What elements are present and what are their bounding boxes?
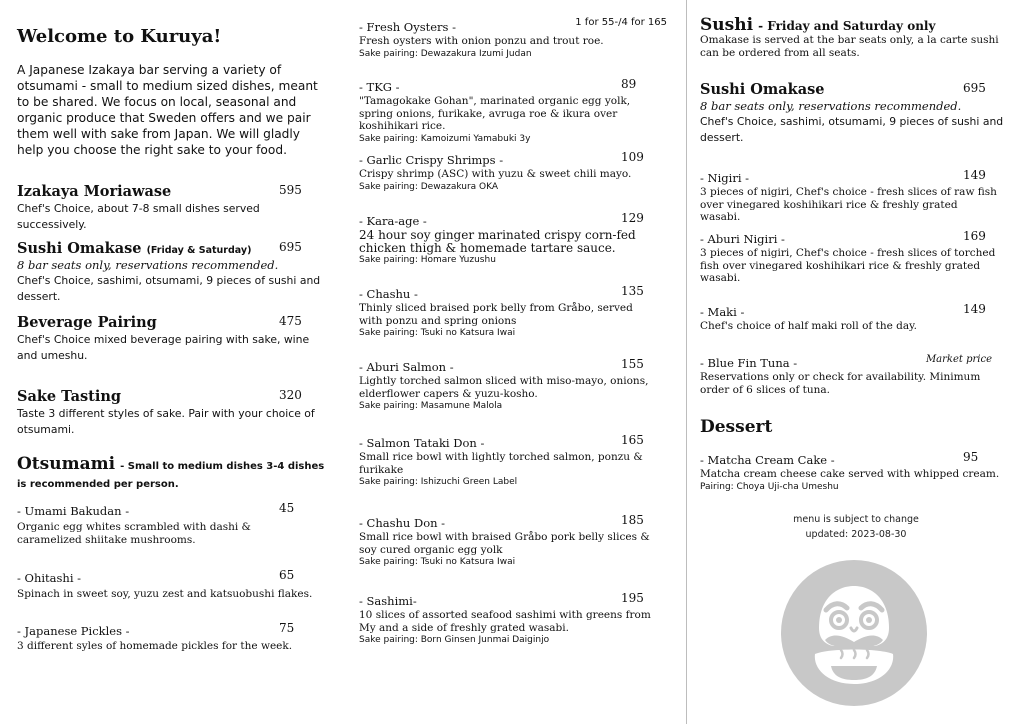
menu-item xyxy=(359,283,659,339)
otsumami-subtitle: - Small to medium dishes 3-4 dishes is recommended per person. xyxy=(17,461,325,490)
menu-item xyxy=(700,352,1005,396)
item-price: Market price xyxy=(925,354,992,365)
menu-item xyxy=(700,301,1000,333)
menu-column-left xyxy=(0,0,343,724)
item-desc: Small rice bowl with lightly torched salmon, ponzu & furikake xyxy=(359,451,643,476)
item-desc: Thinly sliced braised pork belly from Gråbo, served with ponzu and spring onions xyxy=(359,302,633,327)
menu-item xyxy=(359,356,659,412)
omakase-desc: Chef's Choice, sashimi, otsumami, 9 pieces of sushi and dessert. xyxy=(17,274,321,303)
menu-item xyxy=(17,500,317,546)
item-price: 135 xyxy=(621,284,644,298)
moriawase-name: Izakaya Moriawase xyxy=(17,183,172,200)
item-name: - Fresh Oysters - xyxy=(359,20,456,34)
item-desc: Reservations only or check for availability. Minimum order of 6 slices of tuna. xyxy=(700,371,981,396)
item-desc: Crispy shrimp (ASC) with yuzu & sweet chili mayo. xyxy=(359,168,632,180)
omakase-note: 8 bar seats only, reservations recommended. xyxy=(17,258,279,272)
item-price: 149 xyxy=(963,168,986,182)
omakase-item xyxy=(17,238,327,305)
menu-note xyxy=(687,512,1024,542)
item-price: 195 xyxy=(621,591,644,605)
sake-pairing: Sake pairing: Ishizuchi Green Label xyxy=(359,477,518,487)
item-desc: 3 different syles of homemade pickles for the week. xyxy=(17,640,293,652)
item-price: 109 xyxy=(621,150,644,164)
menu-item xyxy=(700,228,1000,285)
item-desc: Chef's choice of half maki roll of the day. xyxy=(700,320,918,332)
sake-tasting-item xyxy=(17,386,327,438)
item-price: 75 xyxy=(279,621,295,635)
sushi-heading xyxy=(700,15,1005,59)
welcome-title: Welcome to Kuruya! xyxy=(17,26,222,47)
menu-item xyxy=(359,16,667,60)
sake-tasting-price: 320 xyxy=(279,388,302,402)
item-name: - Chashu - xyxy=(359,287,418,301)
sushi-title: Sushi xyxy=(700,15,754,35)
menu-column-middle xyxy=(343,0,686,724)
menu-item xyxy=(17,567,317,601)
item-name: - Umami Bakudan - xyxy=(17,504,130,518)
menu-item xyxy=(359,149,659,193)
sake-pairing: Sake pairing: Dewazakura Izumi Judan xyxy=(359,48,532,59)
item-price: 169 xyxy=(963,229,986,243)
sushi-subtitle: - Friday and Saturday only xyxy=(758,19,936,33)
item-desc: Matcha cream cheese cake served with whipped cream. xyxy=(700,468,1000,480)
intro-text: A Japanese Izakaya bar serving a variety of otsumami - small to medium sized dishes, meant to be shared. We focus on local, seasonal and organic produce that Sweden offers and we pair them well with sake from Japan. We will gladly help you choose the right sake to your food. xyxy=(17,63,318,157)
item-desc: Small rice bowl with braised Gråbo pork belly slices & soy cured organic egg yolk xyxy=(359,531,650,556)
otsumami-title: Otsumami xyxy=(17,454,116,474)
omakase-desc: Chef's Choice, sashimi, otsumami, 9 pieces of sushi and dessert. xyxy=(700,115,1004,144)
item-name: - Salmon Tataki Don - xyxy=(359,436,485,450)
item-name: - Matcha Cream Cake - xyxy=(700,453,835,467)
item-name: - Ohitashi - xyxy=(17,571,82,585)
item-price: 65 xyxy=(279,568,295,582)
menu-item xyxy=(700,449,1005,493)
dessert-pairing: Pairing: Choya Uji-cha Umeshu xyxy=(700,481,839,492)
item-desc: 3 pieces of nigiri, Chef's choice - fresh slices of torched fish over vinegared koshihikari rice & freshly grated wasabi. xyxy=(700,247,996,284)
item-name: - Japanese Pickles - xyxy=(17,624,130,638)
sake-pairing: Sake pairing: Homare Yuzushu xyxy=(359,255,496,265)
otsumami-heading xyxy=(17,456,327,492)
item-desc: Spinach in sweet soy, yuzu zest and katsuobushi flakes. xyxy=(17,588,313,600)
item-name: - Aburi Salmon - xyxy=(359,360,454,374)
item-price: 95 xyxy=(963,450,979,464)
sake-pairing: Sake pairing: Kamoizumi Yamabuki 3y xyxy=(359,133,531,144)
item-name: - Sashimi- xyxy=(359,594,417,608)
item-name: - TKG - xyxy=(359,80,400,94)
item-desc: Lightly torched salmon sliced with miso-mayo, onions, elderflower capers & yuzu-kosho. xyxy=(359,375,649,400)
moriawase-item xyxy=(17,181,327,233)
item-name: - Chashu Don - xyxy=(359,516,446,530)
sake-pairing: Sake pairing: Born Ginsen Junmai Daiginjo xyxy=(359,635,550,645)
moriawase-price: 595 xyxy=(279,183,302,197)
menu-item xyxy=(359,432,659,488)
item-name: - Garlic Crispy Shrimps - xyxy=(359,153,504,167)
omakase-note: 8 bar seats only, reservations recommended. xyxy=(700,99,962,113)
change-note: menu is subject to change xyxy=(793,514,919,525)
item-desc: "Tamagokake Gohan", marinated organic egg yolk, spring onions, furikake, avruga roe & ikura over koshihikari rice. xyxy=(359,95,631,132)
sake-pairing: Sake pairing: Tsuki no Katsura Iwai xyxy=(359,557,516,567)
menu-item xyxy=(359,512,659,568)
item-price: 165 xyxy=(621,433,644,447)
item-desc: Organic egg whites scrambled with dashi & caramelized shiitake mushrooms. xyxy=(17,521,251,546)
menu-column-right xyxy=(686,0,1024,724)
beverage-item xyxy=(17,312,327,364)
item-name: - Aburi Nigiri - xyxy=(700,232,785,246)
item-price: 185 xyxy=(621,513,644,527)
item-name: - Maki - xyxy=(700,305,745,319)
omakase-name: Sushi Omakase xyxy=(17,240,142,257)
updated-date: updated: 2023-08-30 xyxy=(805,529,907,540)
menu-item xyxy=(359,210,659,266)
omakase-tag: (Friday & Saturday) xyxy=(146,245,252,256)
item-desc: 24 hour soy ginger marinated crispy corn-fed chicken thigh & homemade tartare sauce. xyxy=(359,228,636,255)
item-price: 45 xyxy=(279,501,295,515)
menu-item xyxy=(359,76,659,145)
omakase-price: 695 xyxy=(279,240,302,254)
dessert-title: Dessert xyxy=(700,417,773,437)
menu-item xyxy=(359,590,659,646)
omakase-item xyxy=(700,79,1005,146)
sake-pairing: Sake pairing: Tsuki no Katsura Iwai xyxy=(359,328,516,338)
sushi-desc: Omakase is served at the bar seats only, a la carte sushi can be ordered from all seats. xyxy=(700,34,999,59)
item-desc: 3 pieces of nigiri, Chef's choice - fresh slices of raw fish over vinegared koshihikari rice & freshly grated wasabi. xyxy=(700,186,997,223)
sake-pairing: Sake pairing: Masamune Malola xyxy=(359,401,503,411)
item-desc: 10 slices of assorted seafood sashimi with greens from My and a side of freshly grated wasabi. xyxy=(359,609,651,634)
beverage-desc: Chef's Choice mixed beverage pairing with sake, wine and umeshu. xyxy=(17,333,310,362)
sake-tasting-desc: Taste 3 different styles of sake. Pair with your choice of otsumami. xyxy=(17,407,315,436)
omakase-price: 695 xyxy=(963,81,986,95)
item-price: 149 xyxy=(963,302,986,316)
beverage-price: 475 xyxy=(279,314,302,328)
omakase-name: Sushi Omakase xyxy=(700,81,825,98)
item-name: - Blue Fin Tuna - xyxy=(700,356,798,370)
item-desc: Fresh oysters with onion ponzu and trout roe. xyxy=(359,35,604,47)
item-name: - Kara-age - xyxy=(359,214,427,228)
item-name: - Nigiri - xyxy=(700,171,750,185)
daruma-logo-icon xyxy=(779,558,929,708)
moriawase-desc: Chef's Choice, about 7-8 small dishes served successively. xyxy=(17,202,260,231)
sake-tasting-name: Sake Tasting xyxy=(17,388,122,405)
menu-item xyxy=(700,167,1000,224)
menu-item xyxy=(17,620,317,653)
beverage-name: Beverage Pairing xyxy=(17,314,157,331)
item-price: 1 for 55-/4 for 165 xyxy=(575,17,667,28)
item-price: 155 xyxy=(621,357,644,371)
item-price: 129 xyxy=(621,211,644,225)
item-price: 89 xyxy=(621,77,637,91)
sake-pairing: Sake pairing: Dewazakura OKA xyxy=(359,181,499,192)
